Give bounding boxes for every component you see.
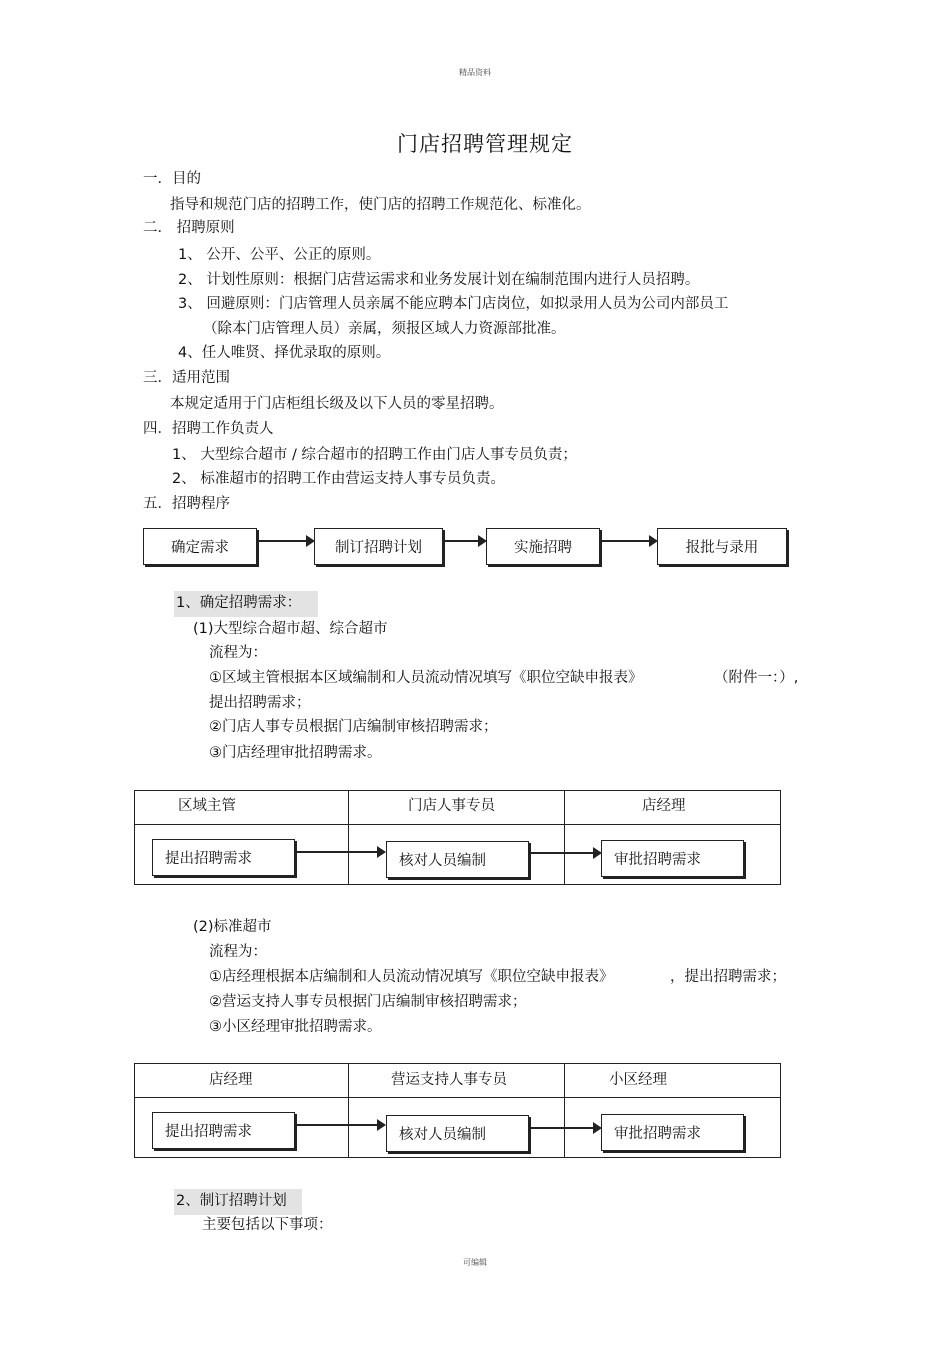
swim-a-box-verify: 核对人员编制 <box>386 841 529 878</box>
step-1a-line: ②门店人事专员根据门店编制审核招聘需求； <box>209 719 498 735</box>
section-3-text: 本规定适用于门店柜组长级及以下人员的零星招聘。 <box>170 396 504 412</box>
flow-arrow <box>296 851 384 853</box>
step-1a-line: ③门店经理审批招聘需求。 <box>209 745 382 761</box>
section-2-item: 4、任人唯贤、择优录取的原则。 <box>178 345 391 361</box>
step-1a-flow-label: 流程为： <box>209 645 267 661</box>
section-2-item: 3、 回避原则：门店管理人员亲属不能应聘本门店岗位，如拟录用人员为公司内部员工 <box>178 296 729 312</box>
section-4-heading: 四．招聘工作负责人 <box>143 421 274 437</box>
page-title: 门店招聘管理规定 <box>397 132 573 156</box>
page-footer: 可编辑 <box>463 1258 487 1267</box>
lane-header-label: 营运支持人事专员 <box>391 1072 507 1088</box>
lane-header-label: 门店人事专员 <box>408 798 495 814</box>
section-2-item: 1、 公开、公平、公正的原则。 <box>178 247 381 263</box>
lane-header <box>565 1064 781 1098</box>
swim-a-box-propose: 提出招聘需求 <box>152 839 295 876</box>
lane-header <box>135 1064 349 1098</box>
step-1b-heading: (2)标准超市 <box>193 919 272 935</box>
swim-b-box-approve: 审批招聘需求 <box>601 1114 744 1151</box>
lane-header <box>135 791 349 825</box>
lane-header-label: 店经理 <box>642 798 686 814</box>
section-5-heading: 五．招聘程序 <box>143 496 230 512</box>
lane-header-label: 店经理 <box>209 1072 253 1088</box>
flow-arrow <box>530 852 600 854</box>
flow-arrow <box>444 540 485 542</box>
section-4-item: 1、 大型综合超市 / 综合超市的招聘工作由门店人事专员负责； <box>172 447 577 463</box>
lane-header-label: 小区经理 <box>609 1072 667 1088</box>
flow-step-implement: 实施招聘 <box>486 528 600 565</box>
section-1-heading: 一．目的 <box>143 171 201 187</box>
section-2-item-cont: （除本门店管理人员）亲属，须报区域人力资源部批准。 <box>203 321 566 337</box>
step-1-heading: 1、确定招聘需求： <box>174 591 318 617</box>
flow-step-make-plan: 制订招聘计划 <box>314 528 443 565</box>
step-1a-line-attachment: （附件一：）, <box>714 670 799 686</box>
section-3-heading: 三．适用范围 <box>143 370 230 386</box>
flow-arrow <box>296 1124 384 1126</box>
step-1b-line: ②营运支持人事专员根据门店编制审核招聘需求； <box>209 994 527 1010</box>
flow-step-confirm-demand: 确定需求 <box>143 528 257 565</box>
page-header: 精品资料 <box>459 68 491 77</box>
lane-header <box>349 1064 565 1098</box>
swim-b-box-verify: 核对人员编制 <box>386 1115 529 1152</box>
lane-header-label: 区域主管 <box>178 798 236 814</box>
step-1b-line: ①店经理根据本店编制和人员流动情况填写《职位空缺申报表》 <box>209 969 614 985</box>
flow-arrow <box>601 540 656 542</box>
step-1a-line: ①区域主管根据本区域编制和人员流动情况填写《职位空缺申报表》 <box>209 670 643 686</box>
flow-step-approve-hire: 报批与录用 <box>657 528 787 565</box>
flow-arrow <box>258 540 313 542</box>
section-1-text: 指导和规范门店的招聘工作，使门店的招聘工作规范化、标准化。 <box>170 197 591 213</box>
section-4-item: 2、 标准超市的招聘工作由营运支持人事专员负责。 <box>172 471 505 487</box>
lane-header <box>565 791 781 825</box>
step-1b-flow-label: 流程为： <box>209 944 267 960</box>
step-1b-line: ③小区经理审批招聘需求。 <box>209 1019 382 1035</box>
flow-arrow <box>530 1127 600 1129</box>
lane-header <box>349 791 565 825</box>
step-1b-line-cont: ，提出招聘需求； <box>670 969 786 985</box>
step-2-heading: 2、制订招聘计划 <box>174 1189 302 1215</box>
step-2-text: 主要包括以下事项： <box>202 1217 333 1233</box>
step-1a-heading: (1)大型综合超市超、综合超市 <box>193 621 388 637</box>
step-1a-line: 提出招聘需求； <box>209 695 311 711</box>
section-2-heading: 二． 招聘原则 <box>143 220 235 236</box>
section-2-item: 2、 计划性原则：根据门店营运需求和业务发展计划在编制范围内进行人员招聘。 <box>178 272 700 288</box>
swim-a-box-approve: 审批招聘需求 <box>601 840 744 877</box>
swim-b-box-propose: 提出招聘需求 <box>152 1112 295 1149</box>
